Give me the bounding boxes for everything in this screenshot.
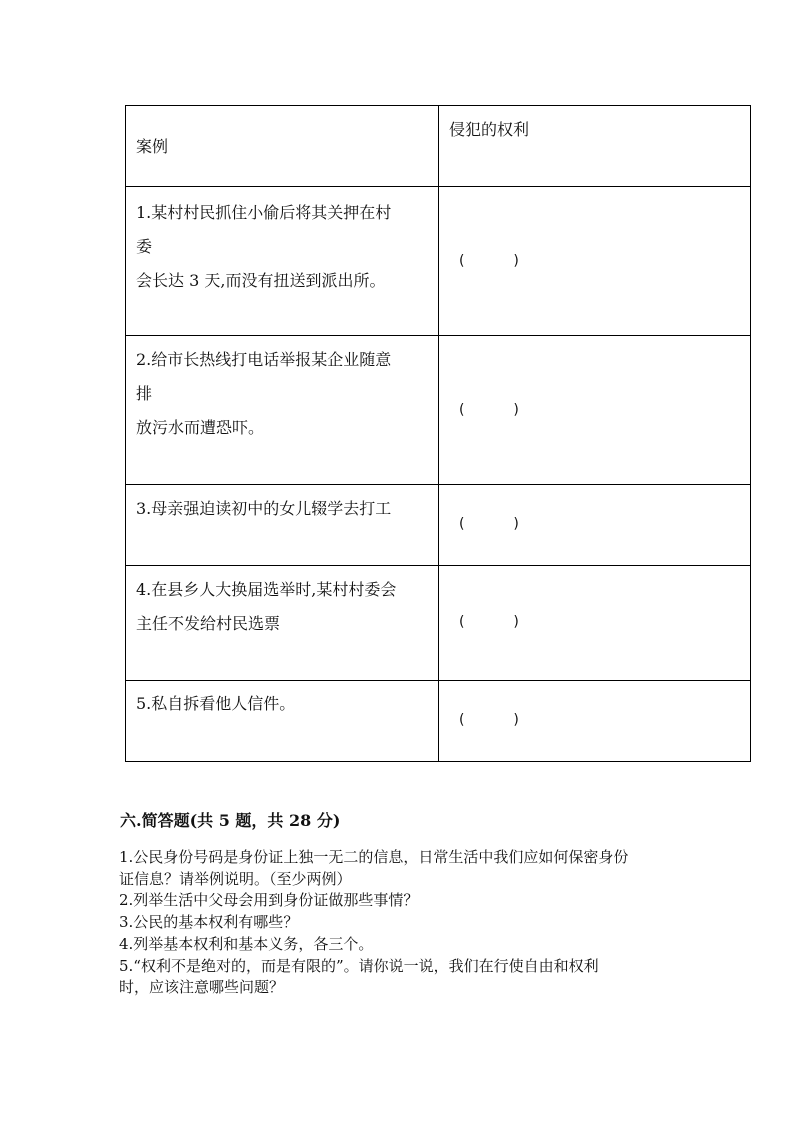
case-line: 2.给市长热线打电话举报某企业随意 bbox=[136, 350, 392, 369]
answer-blank[interactable]: ( ) bbox=[459, 712, 519, 728]
case-line: 3.母亲强迫读初中的女儿辍学去打工 bbox=[136, 499, 392, 518]
section-title: 六.简答题(共 5 题，共 28 分) bbox=[120, 811, 341, 830]
answer-cell[interactable] bbox=[439, 681, 751, 762]
question-line: 5.“权利不是绝对的，而是有限的”。请你说一说，我们在行使自由和权利 bbox=[119, 956, 599, 975]
answer-cell[interactable] bbox=[439, 566, 751, 681]
case-line: 排 bbox=[136, 384, 153, 403]
question-line: 2.列举生活中父母会用到身份证做那些事情？ bbox=[119, 891, 419, 910]
case-line: 放污水而遭恐吓。 bbox=[136, 418, 265, 437]
answer-blank[interactable]: ( ) bbox=[459, 614, 519, 630]
table-row bbox=[126, 187, 751, 336]
case-line: 会长达 3 天,而没有扭送到派出所。 bbox=[136, 271, 386, 290]
case-cell bbox=[126, 485, 439, 566]
header-case: 案例 bbox=[136, 137, 169, 156]
question-line: 1.公民身份号码是身份证上独一无二的信息，日常生活中我们应如何保密身份 bbox=[119, 848, 629, 866]
answer-blank[interactable]: ( ) bbox=[459, 253, 519, 269]
rights-case-table bbox=[125, 105, 751, 762]
case-line: 委 bbox=[136, 237, 153, 256]
header-right-cell bbox=[439, 106, 751, 187]
case-cell bbox=[126, 187, 439, 336]
question-line: 3.公民的基本权利有哪些？ bbox=[119, 913, 299, 932]
answer-blank[interactable]: ( ) bbox=[459, 402, 519, 418]
question-line: 时，应该注意哪些问题？ bbox=[119, 978, 285, 997]
answer-cell[interactable] bbox=[439, 187, 751, 336]
table-row bbox=[126, 681, 751, 762]
answer-blank[interactable]: ( ) bbox=[459, 516, 519, 532]
question-line: 4.列举基本权利和基本义务，各三个。 bbox=[119, 934, 374, 953]
case-line: 4.在县乡人大换届选举时,某村村委会 bbox=[136, 580, 397, 599]
table-row bbox=[126, 485, 751, 566]
case-cell bbox=[126, 681, 439, 762]
table-row bbox=[126, 566, 751, 681]
answer-cell[interactable] bbox=[439, 336, 751, 485]
header-right: 侵犯的权利 bbox=[449, 120, 530, 139]
case-cell bbox=[126, 336, 439, 485]
answer-cell[interactable] bbox=[439, 485, 751, 566]
question-line: 证信息？请举例说明。（至少两例） bbox=[119, 869, 352, 888]
case-line: 5.私自拆看他人信件。 bbox=[136, 694, 296, 713]
table-row bbox=[126, 336, 751, 485]
case-cell bbox=[126, 566, 439, 681]
question-list bbox=[119, 847, 679, 999]
case-line: 主任不发给村民选票 bbox=[136, 614, 281, 633]
header-case-cell bbox=[126, 106, 439, 187]
case-line: 1.某村村民抓住小偷后将其关押在村 bbox=[136, 203, 392, 222]
table-header-row bbox=[126, 106, 751, 187]
